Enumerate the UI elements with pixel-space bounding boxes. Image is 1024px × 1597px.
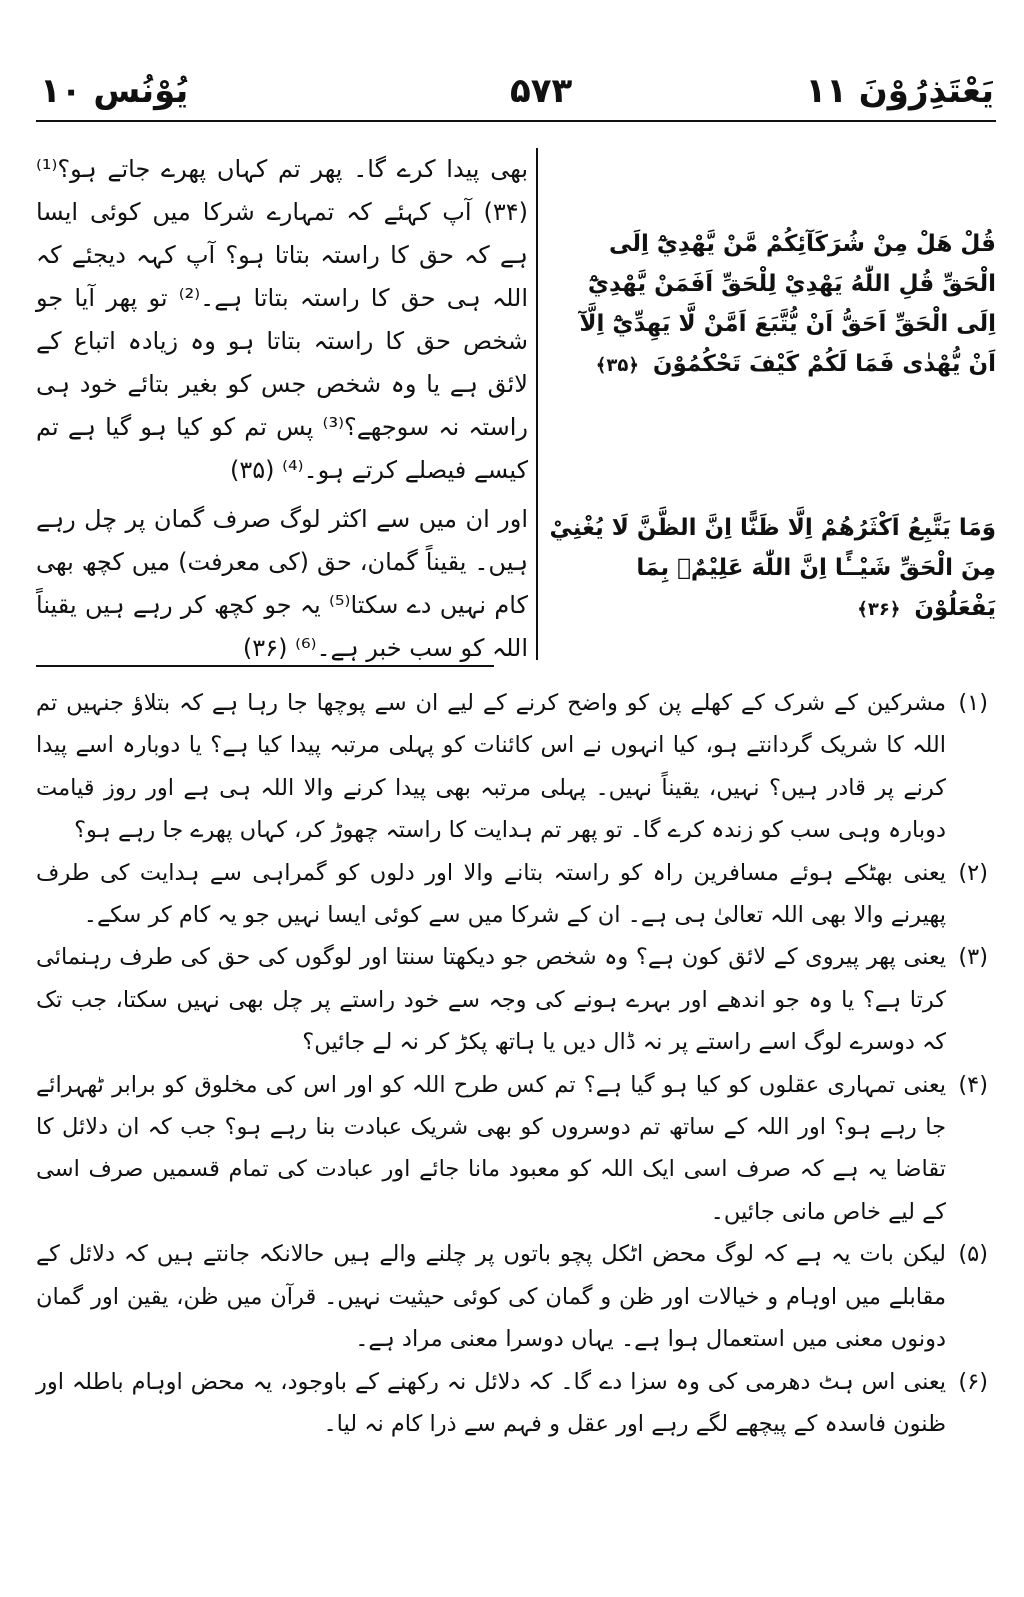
- urdu-translation-block-2: [36, 498, 528, 670]
- footnote-text: یعنی پھر پیروی کے لائق کون ہے؟ وہ شخص جو دیکھتا سنتا اور لوگوں کی حق کی طرف رہنمائی کرتا ہے؟ یا وہ جو اندھے اور بہرے ہونے کی وجہ سے خود راستے پر چل بھی نہیں سکتا، جب تک کہ دوسرے لوگ اسے راستے پر نہ ڈال دیں یا ہاتھ پکڑ کر نہ لے جائیں؟: [36, 944, 946, 1056]
- footnote-divider: [36, 665, 494, 667]
- arabic-verse-text: قُلْ هَلْ مِنْ شُرَكَآئِكُمْ مَّنْ يَّهْدِيْٓ اِلَى الْحَقِّ قُلِ اللّٰهُ يَهْدِيْ لِلْحَقِّ اَفَمَنْ يَّهْدِيْٓ اِلَى الْحَقِّ اَحَقُّ اَنْ يُّتَّبَعَ اَمَّنْ لَّا يَهِدِّيْٓ اِلَّآ اَنْ يُّهْدٰى فَمَا لَكُمْ كَيْفَ تَحْكُمُوْنَ: [579, 231, 996, 377]
- footnote-number: (۵): [958, 1241, 988, 1268]
- juz-title: یَعْتَذِرُوْنَ ۱۱: [805, 71, 994, 111]
- footnote-item: [36, 1361, 988, 1446]
- ayah-marker: ﴿۳۶﴾: [857, 599, 901, 620]
- footnote-text: یعنی اس ہٹ دھرمی کی وہ سزا دے گا۔ کہ دلائل نہ رکھنے کے باوجود، یہ محض اوہام باطلہ اور ظنون فاسدہ کے پیچھے لگے رہے اور عقل و فہم سے ذرا کام نہ لیا۔: [36, 1368, 946, 1437]
- footnote-item: [36, 1064, 988, 1234]
- arabic-verse-35: [548, 224, 996, 386]
- footnote-number: (۱): [958, 690, 988, 716]
- footnote-number: (۳): [958, 944, 988, 971]
- footnote-item: [36, 682, 988, 852]
- page-number: ۵۷۳: [510, 71, 573, 111]
- footnote-number: (۶): [958, 1368, 988, 1395]
- ayah-marker: ﴿۳۵﴾: [595, 355, 639, 376]
- footnote-item: [36, 1233, 988, 1360]
- page-header: [40, 66, 994, 120]
- footnote-text: لیکن بات یہ ہے کہ لوگ محض اٹکل پچو باتوں پر چلنے والے ہیں حالانکہ جانتے ہیں کہ دلائل کے مقابلے میں اوہام و خیالات اور ظن و گمان کی کوئی حیثیت نہیں۔ قرآن میں ظن، یقین اور گمان دونوں معنی میں استعمال ہوا ہے۔ یہاں دوسرا معنی مراد ہے۔: [36, 1241, 946, 1353]
- footnotes: [36, 682, 988, 1445]
- header-divider: [36, 120, 996, 122]
- column-divider: [536, 148, 538, 660]
- footnote-number: (۲): [958, 859, 988, 886]
- surah-title: یُوْنُس ۱۰: [40, 71, 189, 111]
- footnote-text: یعنی بھٹکے ہوئے مسافرین راہ کو راستہ بتانے والا اور دلوں کو گمراہی سے ہدایت کی طرف پھیرنے والا بھی اللہ تعالیٰ ہی ہے۔ ان کے شرکا میں سے کوئی ایسا نہیں جو یہ کام کر سکے۔: [36, 859, 946, 929]
- footnote-item: [36, 852, 988, 937]
- urdu-translation-text: بھی پیدا کرے گا۔ پھر تم کہاں پھرے جاتے ہو؟⁽¹⁾ (۳۴) آپ کہئے کہ تمہارے شرکا میں کوئی ایسا ہے کہ حق کا راستہ بتاتا ہو؟ آپ کہہ دیجئے کہ اللہ ہی حق کا راستہ بتاتا ہے۔⁽²⁾ تو پھر آیا جو شخص حق کا راستہ بتاتا ہو وہ زیادہ اتباع کے لائق ہے یا وہ شخص جس کو بغیر بتائے خود ہی راستہ نہ سوجھے؟⁽³⁾ پس تم کو کیا ہو گیا ہے تم کیسے فیصلے کرتے ہو۔⁽⁴⁾ (۳۵): [36, 155, 528, 484]
- arabic-verse-text: وَمَا يَتَّبِعُ اَكْثَرُهُمْ اِلَّا ظَنًّا اِنَّ الظَّنَّ لَا يُغْنِيْ مِنَ الْحَقِّ شَيْــًٔا اِنَّ اللّٰهَ عَلِيْمٌۢ بِمَا يَفْعَلُوْنَ: [549, 515, 996, 621]
- footnote-item: [36, 936, 988, 1063]
- footnote-number: (۴): [958, 1071, 988, 1098]
- footnote-text: مشرکین کے شرک کے کھلے پن کو واضح کرنے کے لیے ان سے پوچھا جا رہا ہے کہ بتلاؤ جنہیں تم اللہ کا شریک گردانتے ہو، کیا انہوں نے اس کائنات کو پہلی مرتبہ پیدا کیا ہے؟ یا دوبارہ اسے پیدا کرنے پر قادر ہیں؟ نہیں، یقیناً نہیں۔ پہلی مرتبہ بھی پیدا کرنے والا اللہ ہی ہے اور روز قیامت دوبارہ وہی سب کو زندہ کرے گا۔ تو پھر تم ہدایت کا راستہ چھوڑ کر، کہاں پھرے جا رہے ہو؟: [36, 690, 946, 844]
- urdu-translation-block-1: [36, 148, 528, 492]
- footnote-text: یعنی تمہاری عقلوں کو کیا ہو گیا ہے؟ تم کس طرح اللہ کو اور اس کی مخلوق کو برابر ٹھہرائے جا رہے ہو؟ اور اللہ کے ساتھ تم دوسروں کو بھی شریک عبادت بنا رہے ہو؟ جب کہ ان دلائل کا تقاضا یہ ہے کہ صرف اسی ایک اللہ کو معبود مانا جائے اور عبادت کی تمام قسمیں صرف اسی کے لیے خاص مانی جائیں۔: [36, 1071, 946, 1225]
- urdu-translation-text: اور ان میں سے اکثر لوگ صرف گمان پر چل رہے ہیں۔ یقیناً گمان، حق (کی معرفت) میں کچھ بھی کام نہیں دے سکتا⁽⁵⁾ یہ جو کچھ کر رہے ہیں یقیناً اللہ کو سب خبر ہے۔⁽⁶⁾ (۳۶): [36, 505, 528, 662]
- arabic-verse-36: [548, 508, 996, 630]
